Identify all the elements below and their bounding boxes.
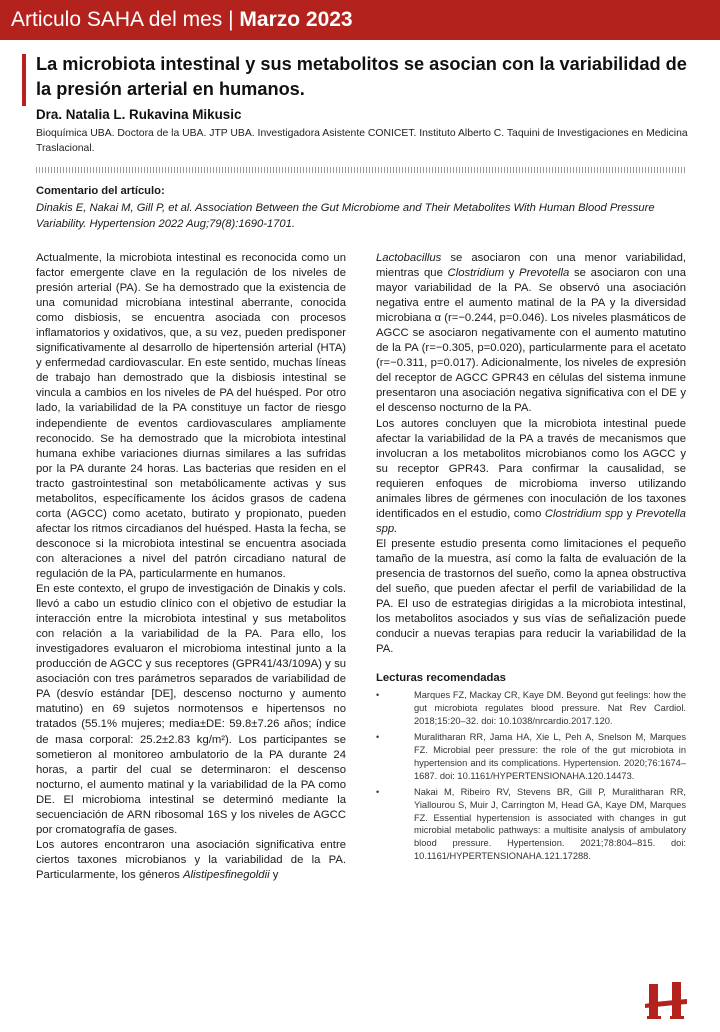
reference-item [376, 731, 686, 782]
reference-text: Nakai M, Ribeiro RV, Stevens BR, Gill P, Muralitharan RR, Yiallourou S, Muir J, Carrington M, Head GA, Kaye DM, Marques FZ. Essential hypertension is associated with changes in gut microbial metabolic pathways: a multisite analysis of ambulatory blood pressure. Hypertension. 2021;78:804–815. doi: 10.1161/HYPERTENSIONAHA.121.17288. [414, 787, 686, 861]
header-banner [0, 0, 720, 40]
body-paragraph: En este contexto, el grupo de investigación de Dinakis y cols. llevó a cabo un estudio clínico con el objetivo de estudiar la interacción entre la microbiota intestinal y sus metabolitos con relación a la variabilidad de la PA. Para ello, los investigadores evaluaron el microbioma intestinal junto a la producción de AGCC y sus receptores (GPR41/43/109A) y su asociación con tres parámetros separados de variabilidad de PA (desvío estándar [DE], descenso nocturno y aumento matutino) en 69 sujetos normotensos e hipertensos no tratados (55.1% mujeres; media±DE: 59.8±7.26 años; índice de masa corporal: 25.2±2.83 kg/m²). Los participantes se sometieron al monitoreo ambulatorio de la PA durante 24 horas, a partir del cual se determinaron: el descenso nocturno, el aumento matinal y la variabilidad de la PA como DE. El microbioma intestinal se determinó mediante la secuenciación de ARN ribosomal 16S y los niveles de AGCC por cromatografía de gases. [36, 583, 346, 836]
paragraph-text: y [504, 267, 520, 280]
section-title: Articulo SAHA del mes [11, 8, 223, 31]
reference-item [376, 689, 686, 727]
comment-reference: Dinakis E, Nakai M, Gill P, et al. Association Between the Gut Microbiome and Their Metabolites With Human Blood Pressure Variability. Hypertension 2022 Aug;79(8):1690-1701. [36, 202, 655, 230]
genus-name: Lactobacillus [376, 252, 442, 264]
comment-label: Comentario del artículo: [36, 185, 165, 197]
paragraph-text: y [623, 507, 636, 520]
paragraph-text: se asociaron con una mayor variabilidad de la PA. Se observó una asociación negativa entre el aumento matinal de la PA y la diversidad microbiana α (r=−0.244, p=0.046). Los niveles plasmáticos de AGCC se asociaron negativamente con el aumento matutino de la PA (r=−0.305, p=0.020), particularmente para el acetato (r=−0.311, p=0.017). Adicionalmente, los niveles de expresión del receptor de AGCC GPR43 en células del sistema inmune presentaron una asociación negativa significativa con el DE y el descenso nocturno de la PA. [376, 267, 686, 415]
saha-logo-icon [645, 978, 687, 1022]
paragraph-text: se asociaron con una menor variabilidad, mientras que [376, 252, 686, 280]
references-title: Lecturas recomendadas [376, 672, 506, 685]
author-affiliation: Bioquímica UBA. Doctora de la UBA. JTP UBA. Investigadora Asistente CONICET. Instituto Alberto C. Taquini de Investigaciones en Medicina Traslacional. [36, 128, 688, 154]
references-list [376, 689, 686, 862]
left-column [36, 251, 346, 883]
title-accent-bar [22, 54, 26, 106]
author-name: Dra. Natalia L. Rukavina Mikusic [36, 107, 242, 122]
right-column [376, 251, 686, 866]
genus-name: Clostridium [447, 267, 505, 280]
body-paragraph: El presente estudio presenta como limitaciones el pequeño tamaño de la muestra, así como la falta de evaluación de la presencia de trastornos del sueño, como la apnea obstructiva del sueño, que pueden afectar el perfil de variabilidad de la PA. El uso de estrategias dirigidas a la microbiota intestinal, los metabolitos asociados y sus vías de señalización puede conducir a nuevas terapias para reducir la variabilidad de la PA. [376, 537, 686, 656]
article-title: La microbiota intestinal y sus metabolitos se asocian con la variabilidad de la presión arterial en humanos. [36, 54, 687, 99]
bullet-icon: • [376, 787, 380, 798]
header-month: Marzo 2023 [239, 8, 353, 31]
reference-item [376, 786, 686, 862]
reference-text: Muralitharan RR, Jama HA, Xie L, Peh A, Snelson M, Marques FZ. Microbial peer pressure: the role of the gut microbiota in hypertension and its complications. Hypertension. 2020;76:1674–1687. doi: 10.1161/HYPERTENSIONAHA.120.14473. [414, 732, 686, 781]
body-paragraph [376, 251, 686, 417]
bullet-icon: • [376, 732, 380, 743]
genus-name: Prevotella [519, 267, 570, 280]
body-paragraph [376, 417, 686, 537]
bullet-icon: • [376, 690, 380, 701]
paragraph-text: Los autores concluyen que la microbiota intestinal puede afectar la variabilidad de la PA a través de mecanismos que involucran a los metabolitos microbianos como los AGCC y su receptor GPR43. Para confirmar la causalidad, se requieren enfoques de microbioma inverso utilizando animales libres de gérmenes con inoculación de los taxones identificados en el estudio, como [376, 417, 686, 520]
body-paragraph [36, 838, 346, 883]
dotted-separator [36, 167, 686, 173]
genus-name: Clostridium spp [544, 507, 624, 520]
header-divider: | [222, 8, 240, 31]
body-paragraph: Actualmente, la microbiota intestinal es reconocida como un factor emergente clave en la regulación de los niveles de presión arterial (PA). Se ha demostrado que la existencia de una comunidad microbiana intestinal aberrante, conocida como disbiosis, se encuentra asociada con procesos inflamatorios y oxidativos, que, a su vez, pueden predisponer significativamente al desarrollo de hipertensión arterial (HTA) y enfermedad cardiovascular. En este sentido, muchas líneas de trabajo han demostrado que la disbiosis intestinal se vincula a cambios en los niveles de PA del huésped. Por otro lado, la variabilidad de la PA constituye un factor de riesgo independiente de eventos cardiovasculares ampliamente reconocido. Se ha demostrado que la microbiota intestinal humana exhibe variaciones diurnas similares a las sufridas por la PA durante 24 horas. Las bacterias que residen en el tracto gastrointestinal son metabólicamente activas y sus metabolitos, específicamente los ácidos grasos de cadena corta (AGCC) como acetato, butirato y propionato, pueden afectar los ritmos circadianos del huésped. Hasta la fecha, se desconoce si la microbiota intestinal se encuentra asociada con alteraciones a nivel del patrón circadiano natural de regulación de la PA, particularmente en humanos. [36, 252, 346, 580]
paragraph-text: y [269, 868, 279, 881]
reference-text: Marques FZ, Mackay CR, Kaye DM. Beyond gut feelings: how the gut microbiota regulates blood pressure. Nat Rev Cardiol. 2018;15:20–32. doi: 10.1038/nrcardio.2017.120. [414, 690, 686, 726]
genus-name: Alistipesfinegoldii [182, 868, 270, 881]
genus-name: Prevotella spp. [376, 507, 686, 535]
paragraph-text: Los autores encontraron una asociación significativa entre ciertos taxones microbianos y la variabilidad de la PA. Particularmente, los géneros [36, 838, 346, 881]
